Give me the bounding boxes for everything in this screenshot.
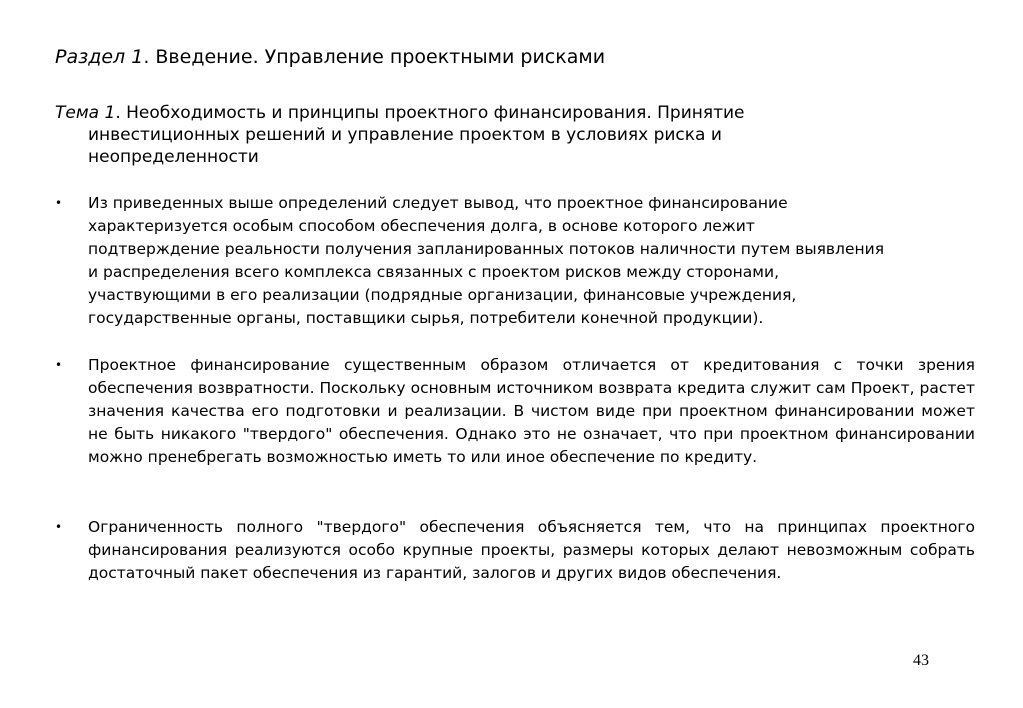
page-number: 43: [913, 652, 929, 669]
bullet-item-1: [55, 192, 975, 330]
bullet-text-3: Ограниченность полного "твердого" обеспечения объясняется тем, что на принципах проектного финансирования реализуются особо крупные проекты, размеры которых делают невозможным собрать достаточный пакет обеспечения из гарантий, залогов и других видов обеспечения.: [88, 518, 975, 582]
bullet-1-line: Из приведенных выше определений следует вывод, что проектное финансирование: [88, 194, 788, 212]
bullet-dot-icon: •: [55, 358, 63, 372]
bullet-1-line: характеризуется особым способом обеспечения долга, в основе которого лежит: [88, 217, 755, 235]
bullet-text-2: Проектное финансирование существенным образом отличается от кредитования с точки зрения обеспечения возвратности. Поскольку основным источником возврата кредита служит сам Проект, растет значения качества его подготовки и реализации. В чистом виде при проектном финансировании может не быть никакого "твердого" обеспечения. Однако это не означает, что при проектном финансировании можно пренебрегать возможностью иметь то или иное обеспечение по кредиту.: [88, 356, 975, 466]
bullet-item-2: [55, 354, 975, 469]
bullet-1-line: государственные органы, поставщики сырья, потребители конечной продукции).: [88, 309, 764, 327]
bullet-1-line: и распределения всего комплекса связанных с проектом рисков между сторонами,: [88, 263, 779, 281]
topic-line-1: [55, 102, 915, 124]
bullet-1-line: участвующими в его реализации (подрядные организации, финансовые учреждения,: [88, 286, 797, 304]
topic-line-1-text: . Необходимость и принципы проектного финансирования. Принятие: [115, 103, 745, 123]
topic-prefix: Тема 1: [55, 103, 116, 123]
bullet-dot-icon: •: [55, 520, 63, 534]
bullet-item-3: [55, 516, 975, 585]
section-title: [55, 44, 605, 70]
topic-heading: [55, 102, 915, 168]
section-prefix: Раздел 1: [55, 46, 144, 68]
bullet-1-line: подтверждение реальности получения запланированных потоков наличности путем выявления: [88, 240, 885, 258]
topic-line-2: инвестиционных решений и управление проектом в условиях риска и: [88, 125, 722, 145]
bullet-dot-icon: •: [55, 196, 63, 210]
section-title-text: . Введение. Управление проектными рисками: [143, 46, 606, 68]
topic-line-3: неопределенности: [88, 147, 259, 167]
bullet-text-1: [88, 192, 975, 330]
